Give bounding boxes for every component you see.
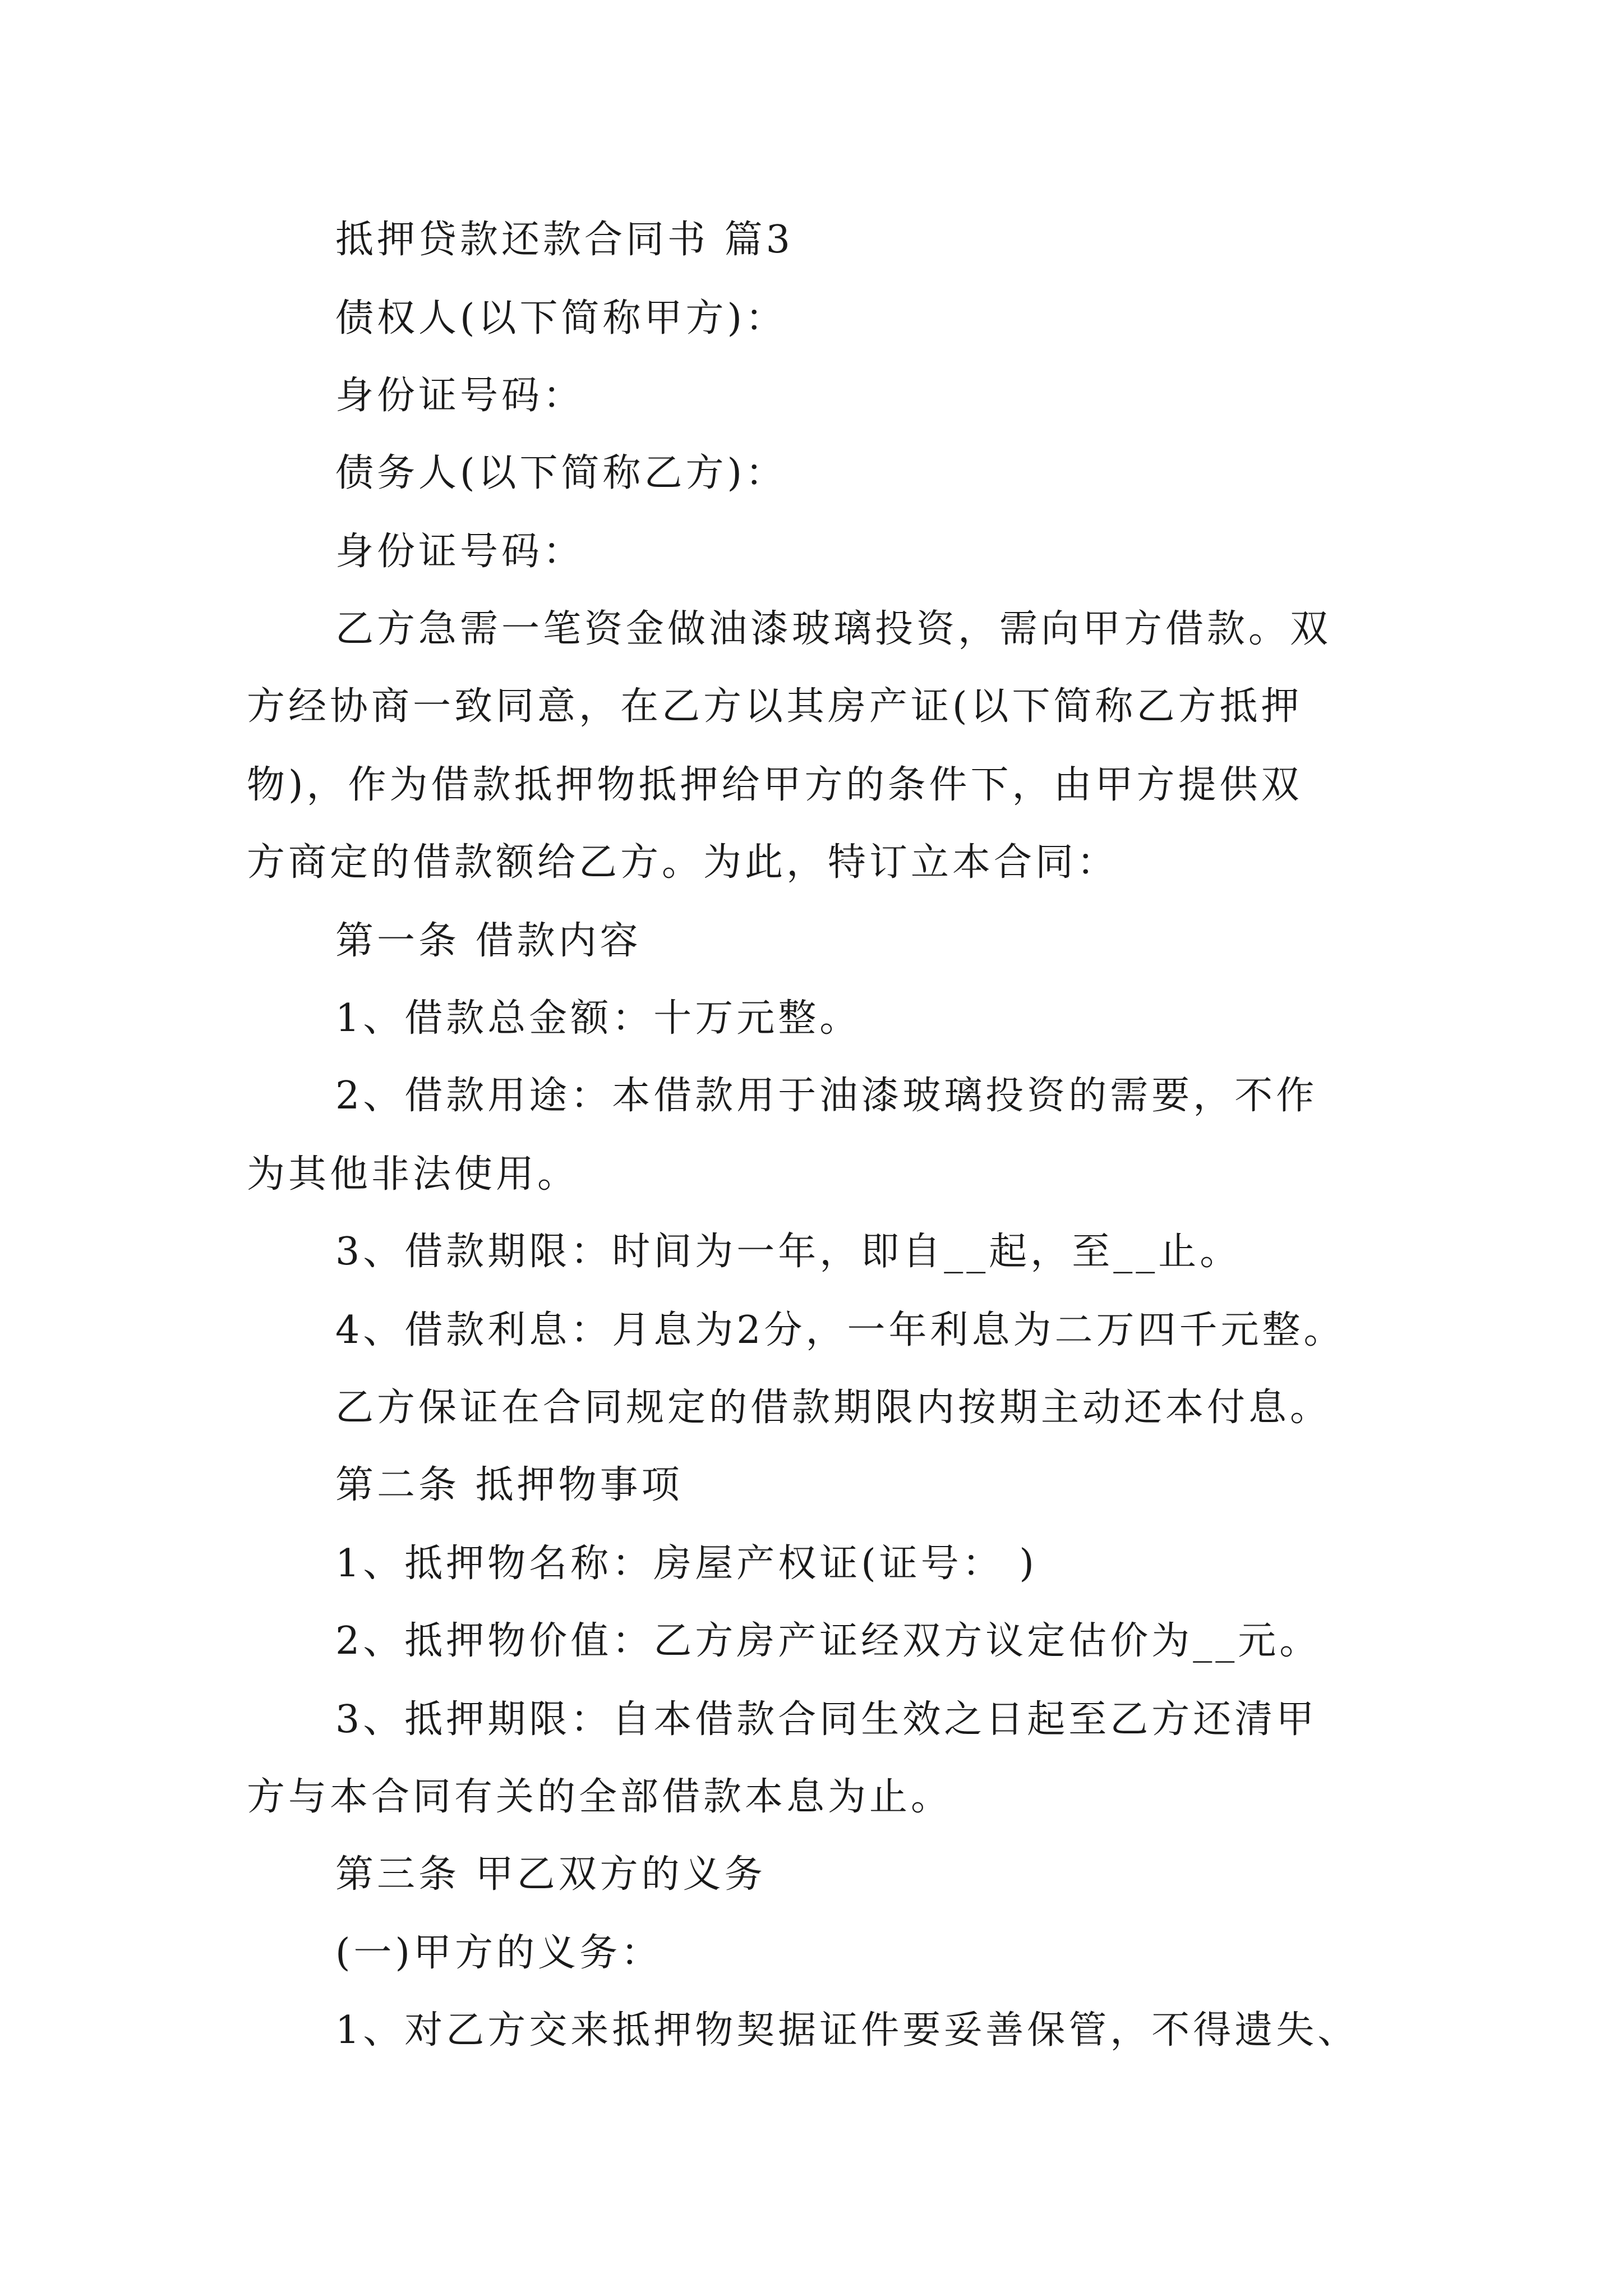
paragraph-line: 1、借款总金额：十万元整。 [335, 996, 861, 1041]
paragraph-line: 为其他非法使用。 [247, 1152, 579, 1197]
paragraph-line: 方与本合同有关的全部借款本息为止。 [247, 1775, 953, 1819]
paragraph-line: 乙方保证在合同规定的借款期限内按期主动还本付息。 [335, 1386, 1332, 1430]
paragraph-line: 2、抵押物价值：乙方房产证经双方议定估价为__元。 [335, 1619, 1321, 1663]
document-title: 抵押贷款还款合同书 篇3 [335, 218, 794, 262]
text-line-debtor: 债务人(以下简称乙方)： [335, 451, 787, 495]
text-line-creditor: 债权人(以下简称甲方)： [335, 296, 787, 341]
subsection-heading: (一)甲方的义务： [335, 1931, 663, 1975]
paragraph-line: 方经协商一致同意，在乙方以其房产证(以下简称乙方抵押 [247, 684, 1303, 729]
paragraph-line: 方商定的借款额给乙方。为此，特订立本合同： [247, 840, 1119, 885]
paragraph-line: 1、对乙方交来抵押物契据证件要妥善保管，不得遗失、 [335, 2008, 1359, 2053]
text-line-creditor-id: 身份证号码： [335, 374, 585, 418]
paragraph-line: 乙方急需一笔资金做油漆玻璃投资，需向甲方借款。双 [335, 607, 1332, 651]
paragraph-line: 3、抵押期限：自本借款合同生效之日起至乙方还清甲 [335, 1697, 1318, 1742]
paragraph-line: 4、借款利息：月息为2分，一年利息为二万四千元整。 [335, 1308, 1345, 1352]
paragraph-line: 1、抵押物名称：房屋产权证(证号： ) [335, 1542, 1038, 1586]
paragraph-line: 物)，作为借款抵押物抵押给甲方的条件下，由甲方提供双 [247, 763, 1303, 807]
paragraph-line: 3、借款期限：时间为一年，即自__起，至__止。 [335, 1230, 1242, 1274]
section-heading-3: 第三条 甲乙双方的义务 [335, 1852, 766, 1897]
paragraph-line: 2、借款用途：本借款用于油漆玻璃投资的需要，不作 [335, 1074, 1318, 1118]
section-heading-1: 第一条 借款内容 [335, 919, 642, 963]
section-heading-2: 第二条 抵押物事项 [335, 1463, 683, 1507]
text-line-debtor-id: 身份证号码： [335, 530, 585, 574]
